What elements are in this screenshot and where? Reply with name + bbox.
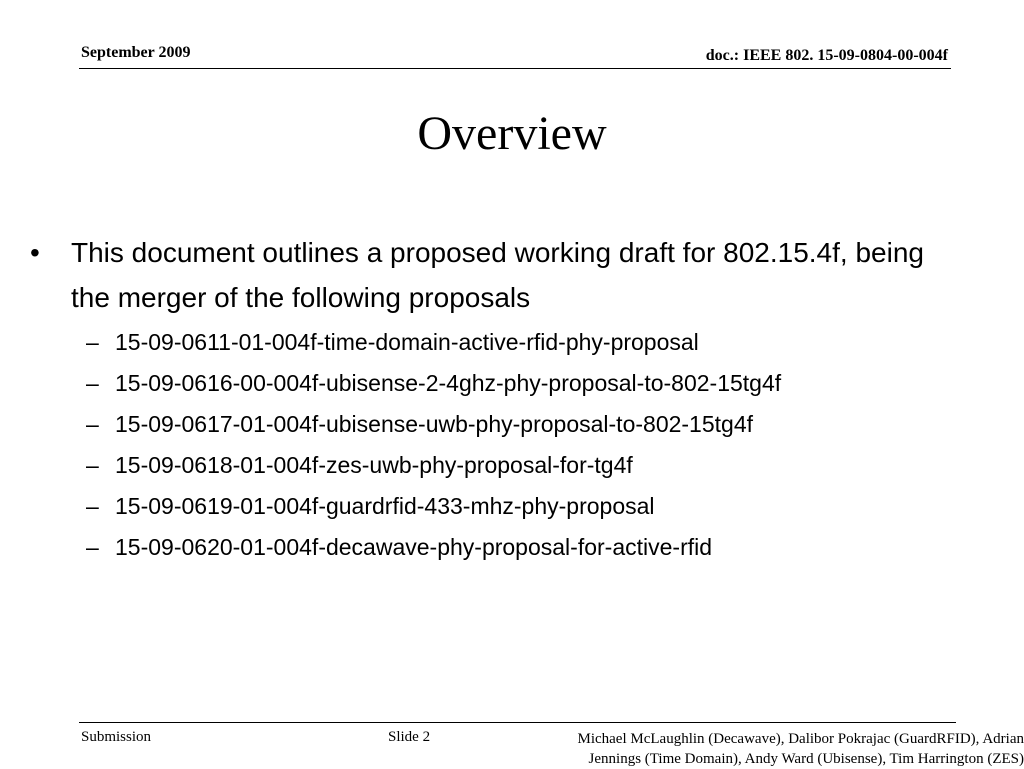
- header-doc-id: doc.: IEEE 802. 15-09-0804-00-004f: [705, 47, 948, 64]
- dash-icon: –: [86, 452, 99, 478]
- slide-body: [30, 230, 930, 568]
- footer-divider: [79, 722, 956, 723]
- list-item-text: 15-09-0617-01-004f-ubisense-uwb-phy-proposal-to-802-15tg4f: [115, 411, 754, 437]
- list-item: [30, 445, 930, 486]
- proposal-list: [30, 322, 930, 568]
- footer-submission: Submission: [81, 729, 152, 745]
- list-item: [30, 486, 930, 527]
- dash-icon: –: [86, 370, 99, 396]
- list-item: [30, 322, 930, 363]
- header-divider: [79, 68, 951, 69]
- list-item-text: 15-09-0619-01-004f-guardrfid-433-mhz-phy-proposal: [115, 493, 655, 519]
- list-item: [30, 527, 930, 568]
- list-item-text: 15-09-0611-01-004f-time-domain-active-rfid-phy-proposal: [115, 329, 699, 355]
- footer-authors: [504, 729, 1024, 769]
- slide-title: Overview: [417, 107, 607, 160]
- dash-icon: –: [86, 411, 99, 437]
- list-item-text: 15-09-0618-01-004f-zes-uwb-phy-proposal-for-tg4f: [115, 452, 633, 478]
- dash-icon: –: [86, 329, 99, 355]
- main-bullet-text: This document outlines a proposed working draft for 802.15.4f, being the merger of the following proposals: [71, 237, 924, 313]
- dash-icon: –: [86, 534, 99, 560]
- footer-slide-number: Slide 2: [388, 729, 431, 745]
- list-item: [30, 363, 930, 404]
- list-item-text: 15-09-0616-00-004f-ubisense-2-4ghz-phy-proposal-to-802-15tg4f: [115, 370, 782, 396]
- list-item-text: 15-09-0620-01-004f-decawave-phy-proposal-for-active-rfid: [115, 534, 713, 560]
- main-bullet: [30, 230, 930, 320]
- bullet-icon: •: [30, 237, 40, 268]
- footer-authors-line-1: Michael McLaughlin (Decawave), Dalibor Pokrajac (GuardRFID), Adrian: [577, 731, 1024, 747]
- list-item: [30, 404, 930, 445]
- footer-authors-line-2: Jennings (Time Domain), Andy Ward (Ubisense), Tim Harrington (ZES): [588, 751, 1024, 767]
- header-date: September 2009: [81, 44, 191, 61]
- dash-icon: –: [86, 493, 99, 519]
